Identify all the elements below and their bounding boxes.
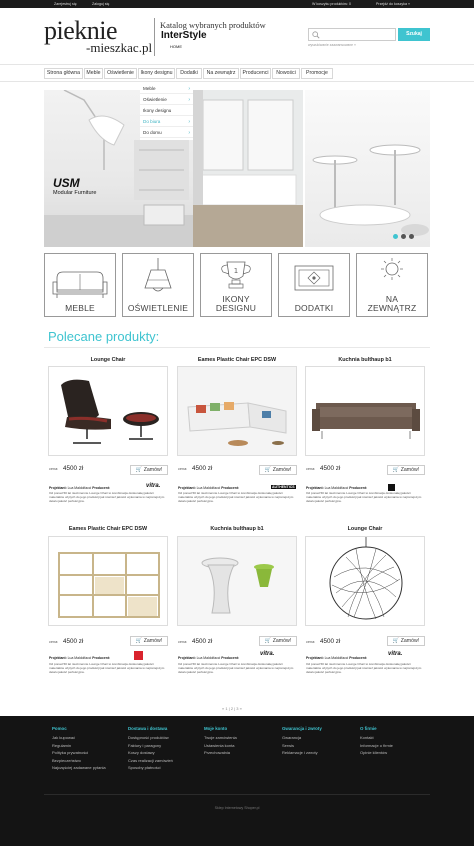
product-price: 4500 zł xyxy=(192,638,213,645)
cart-icon: 🛒 xyxy=(264,638,272,644)
brand-logo: vitra. xyxy=(260,651,275,657)
dropdown-label: Meble xyxy=(143,86,156,91)
nav-item-producers[interactable]: Producenci xyxy=(240,68,271,79)
product-price: 4500 zł xyxy=(320,638,341,645)
order-label: Zamów! xyxy=(400,638,420,644)
cart-icon: 🛒 xyxy=(135,638,143,644)
sofa-image xyxy=(178,367,297,456)
footer-divider xyxy=(44,794,430,795)
footer-link[interactable]: Najczęściej zadawane pytania xyxy=(52,765,106,771)
price-label: cena: xyxy=(49,640,59,644)
footer-link[interactable]: Dostępność produktów xyxy=(128,735,169,740)
stools-image xyxy=(178,537,297,626)
order-button[interactable] xyxy=(130,465,168,475)
designer-name: Lua Maldolfacci xyxy=(67,486,92,490)
dropdown-label: Ikony designu xyxy=(143,108,172,113)
product-image[interactable] xyxy=(48,366,168,456)
cart-icon: 🛒 xyxy=(392,638,400,644)
product-designer xyxy=(178,656,239,660)
footer-heading: Pomoc xyxy=(52,726,67,731)
top-bar xyxy=(0,0,474,8)
sun-icon xyxy=(357,256,427,282)
nav-item-lighting[interactable]: Oświetlenie xyxy=(104,68,137,79)
footer-heading: Dostawa i dostawa xyxy=(128,726,168,731)
brown-sofa-image xyxy=(306,367,425,456)
category-accessories[interactable] xyxy=(278,253,350,317)
footer-link[interactable]: Czas realizacji zamówień xyxy=(128,757,173,763)
product-designer xyxy=(178,486,239,490)
footer-link[interactable]: Opinie klientów xyxy=(360,750,388,756)
category-label-line2: ZEWNĄTRZ xyxy=(367,303,417,313)
product-image[interactable] xyxy=(177,366,297,456)
designer-name: Lua Maldolfacci xyxy=(324,486,349,490)
cart-icon: 🛒 xyxy=(392,467,400,473)
dropdown-label: Do biura xyxy=(143,119,161,124)
dropdown-item-lighting[interactable] xyxy=(140,95,193,105)
price-label: cena: xyxy=(306,640,316,644)
category-label-line1: NA xyxy=(385,294,399,304)
producer-label: Producent: xyxy=(92,656,111,660)
footer-link[interactable]: Polityka prywatności xyxy=(52,750,89,756)
pagination[interactable]: « 1 | 2 | 3 » xyxy=(222,706,242,711)
product-description: Od ponad 50 lat niezmiennie Lounge Chair to kombinacja doskonałej jakości materiałów użytych do jego produkcji jak również jakości wykonania w najmniejszym detalu jakość perfekcyjna. xyxy=(178,662,294,675)
category-furniture[interactable] xyxy=(44,253,116,317)
designer-label: Projektant: xyxy=(178,486,196,490)
tables-photo xyxy=(305,90,430,247)
designer-name: Lua Maldolfacci xyxy=(324,656,349,660)
footer-link[interactable]: Przechowalnia xyxy=(204,750,231,756)
footer-link[interactable]: Ustawienia konta xyxy=(204,742,235,748)
chevron-right-icon: › xyxy=(188,86,190,92)
nav-item-design-icons[interactable]: Ikony designu xyxy=(138,68,175,79)
footer-link[interactable]: Reklamacje i zwroty xyxy=(282,750,318,756)
category-design-icons[interactable] xyxy=(200,253,272,317)
register-link[interactable]: Zarejestruj się xyxy=(54,1,77,6)
order-label: Zamów! xyxy=(272,467,292,473)
footer-link[interactable]: Gwarancja xyxy=(282,735,302,740)
hero-brand: USM xyxy=(53,176,80,190)
brand-logo: vitra. xyxy=(388,651,403,657)
designer-label: Projektant: xyxy=(306,486,324,490)
product-designer xyxy=(306,656,367,660)
footer-link[interactable]: Regulamin xyxy=(52,742,72,748)
cart-count: W koszyku produktów: 0 xyxy=(312,1,351,6)
designer-label: Projektant: xyxy=(306,656,324,660)
category-lighting[interactable] xyxy=(122,253,194,317)
order-label: Zamów! xyxy=(143,467,163,473)
footer-link[interactable]: Jak kupować xyxy=(52,735,76,740)
product-designer xyxy=(306,486,367,490)
hero-image-tables[interactable] xyxy=(305,90,430,247)
product-description: Od ponad 50 lat niezmiennie Lounge Chair to kombinacja doskonałej jakości materiałów użytych do jego produkcji jak również jakości wykonania w najmniejszym detalu jakość perfekcyjna. xyxy=(49,491,165,504)
price-label: cena: xyxy=(178,640,188,644)
hero-image-interior[interactable] xyxy=(193,90,303,247)
order-button[interactable] xyxy=(259,465,297,475)
product-price: 4500 zł xyxy=(63,638,84,645)
category-label: MEBLE xyxy=(65,303,95,313)
product-name[interactable]: Kuchnia bulthaup b1 xyxy=(210,526,264,532)
price-label: cena: xyxy=(178,467,188,471)
product-description: Od ponad 50 lat niezmiennie Lounge Chair to kombinacja doskonałej jakości materiałów użytych do jego produkcji jak również jakości wykonania w najmniejszym detalu jakość perfekcyjna. xyxy=(178,491,294,504)
footer-link[interactable]: Faktury i paragony xyxy=(128,742,162,748)
category-label: OŚWIETLENIE xyxy=(127,303,189,313)
category-label-line2: DESIGNU xyxy=(215,303,257,313)
order-button[interactable] xyxy=(130,636,168,646)
footer-link[interactable]: Kontakt xyxy=(360,735,374,740)
nav-dropdown xyxy=(140,84,193,140)
designer-label: Projektant: xyxy=(178,656,196,660)
sofa-icon xyxy=(45,260,115,300)
lamp-icon xyxy=(123,258,193,298)
logo-subtitle: -mieszkac.pl xyxy=(86,40,153,55)
order-button[interactable] xyxy=(387,636,425,646)
footer-col-company xyxy=(360,726,430,757)
footer-heading: O firmie xyxy=(360,726,377,731)
footer-link[interactable]: Serwis xyxy=(282,742,295,748)
order-label: Zamów! xyxy=(143,638,163,644)
header-divider xyxy=(154,18,155,56)
brand-logo-black xyxy=(388,484,395,491)
brand-logo: AUTHENTICS xyxy=(272,485,295,489)
search-icon xyxy=(312,31,320,39)
chevron-right-icon: › xyxy=(188,97,190,103)
designer-name: Lua Maldolfacci xyxy=(196,656,221,660)
producer-label: Producent: xyxy=(349,486,368,490)
product-designer xyxy=(49,656,110,660)
partner-logo-sub: HOME xyxy=(170,44,182,49)
cart-icon: 🛒 xyxy=(264,467,272,473)
footer-col-help xyxy=(52,726,122,772)
chevron-right-icon: › xyxy=(188,119,190,125)
section-title: Polecane produkty: xyxy=(48,329,160,344)
footer-credit[interactable]: Sklep Internetowy Shoper.pl xyxy=(214,806,260,810)
order-label: Zamów! xyxy=(400,467,420,473)
footer-link[interactable]: Sposoby płatności xyxy=(128,765,161,771)
footer-link[interactable]: Twoje zamówienia xyxy=(204,735,237,740)
tagline: Katalog wybranych produktów xyxy=(160,20,266,30)
rug-icon xyxy=(279,258,349,298)
product-image[interactable] xyxy=(305,536,425,626)
section-divider xyxy=(44,347,430,348)
nav-item-promotions[interactable]: Promocje xyxy=(301,68,333,79)
producer-label: Producent: xyxy=(221,486,240,490)
dropdown-item-furniture[interactable] xyxy=(140,84,193,94)
login-link[interactable]: Zaloguj się xyxy=(92,1,110,6)
product-name[interactable]: Eames Plastic Chair EPC DSW xyxy=(68,526,148,532)
producer-label: Producent: xyxy=(349,656,368,660)
svg-text:1: 1 xyxy=(233,267,239,275)
nav-item-furniture[interactable]: Meble xyxy=(84,68,103,79)
interior-photo xyxy=(193,90,303,247)
footer-link[interactable]: Bezpieczeństwo xyxy=(52,757,81,763)
trophy-icon xyxy=(201,258,271,292)
brand-logo-red xyxy=(134,651,143,660)
search-input[interactable] xyxy=(308,28,396,41)
hero-dot-active[interactable] xyxy=(393,234,398,239)
dropdown-item-design-icons[interactable] xyxy=(140,106,193,116)
dropdown-item-office[interactable] xyxy=(140,117,193,127)
main-nav xyxy=(0,64,474,82)
footer-col-warranty xyxy=(282,726,352,757)
designer-name: Lua Maldolfacci xyxy=(196,486,221,490)
footer-col-account xyxy=(204,726,274,757)
hero-dot[interactable] xyxy=(401,234,406,239)
lounge-chair-image xyxy=(49,367,168,456)
cart-icon: 🛒 xyxy=(135,467,143,473)
nav-item-home[interactable]: Strona główna xyxy=(44,68,83,79)
footer xyxy=(0,716,474,846)
footer-link[interactable]: Informacje o firmie xyxy=(360,742,393,748)
footer-heading: Moje konto xyxy=(204,726,228,731)
order-button[interactable] xyxy=(259,636,297,646)
price-label: cena: xyxy=(49,467,59,471)
price-label: cena: xyxy=(306,467,316,471)
product-price: 4500 zł xyxy=(320,465,341,472)
order-button[interactable] xyxy=(387,465,425,475)
nav-item-accessories[interactable]: Dodatki xyxy=(176,68,202,79)
product-image[interactable] xyxy=(305,366,425,456)
cart-link[interactable]: Przejdź do koszyka » xyxy=(376,1,410,6)
category-label-line1: IKONY xyxy=(222,294,250,304)
footer-link[interactable]: Koszy dostawy xyxy=(128,750,155,756)
footer-heading: Gwarancja i zwroty xyxy=(282,726,322,731)
designer-name: Lua Maldolfacci xyxy=(67,656,92,660)
partner-logo: InterStyle xyxy=(161,30,207,41)
producer-label: Producent: xyxy=(221,656,240,660)
product-name[interactable]: Kuchnia bulthaup b1 xyxy=(338,357,392,363)
nav-item-outdoor[interactable]: Na zewnątrz xyxy=(203,68,239,79)
producer-label: Producent: xyxy=(92,486,111,490)
logo[interactable]: pieknie xyxy=(44,16,118,45)
hero-dot[interactable] xyxy=(409,234,414,239)
product-description: Od ponad 50 lat niezmiennie Lounge Chair to kombinacja doskonałej jakości materiałów użytych do jego produkcji jak również jakości wykonania w najmniejszym detalu jakość perfekcyjna. xyxy=(49,662,165,675)
product-description: Od ponad 50 lat niezmiennie Lounge Chair to kombinacja doskonałej jakości materiałów użytych do jego produkcji jak również jakości wykonania w najmniejszym detalu jakość perfekcyjna. xyxy=(306,491,422,504)
search-button[interactable]: Szukaj xyxy=(398,28,430,41)
advanced-search-link[interactable]: wyszukiwanie zaawansowane » xyxy=(308,43,356,47)
product-name[interactable]: Lounge Chair xyxy=(347,526,383,532)
product-designer xyxy=(49,486,110,490)
footer-col-delivery xyxy=(128,726,198,772)
product-name[interactable]: Eames Plastic Chair EPC DSW xyxy=(197,357,277,363)
shelf-image xyxy=(49,537,168,626)
brand-logo: vitra. xyxy=(146,483,161,489)
category-outdoor[interactable] xyxy=(356,253,428,317)
product-price: 4500 zł xyxy=(192,465,213,472)
order-label: Zamów! xyxy=(272,638,292,644)
product-name[interactable]: Lounge Chair xyxy=(90,357,126,363)
designer-label: Projektant: xyxy=(49,486,67,490)
hero-brand-sub: Modular Furniture xyxy=(53,190,97,196)
dropdown-label: Do domu xyxy=(143,130,162,135)
dropdown-item-home[interactable] xyxy=(140,128,193,138)
nav-item-new[interactable]: Nowości xyxy=(272,68,300,79)
category-label: DODATKI xyxy=(294,303,334,313)
product-image[interactable] xyxy=(177,536,297,626)
product-description: Od ponad 50 lat niezmiennie Lounge Chair to kombinacja doskonałej jakości materiałów użytych do jego produkcji jak również jakości wykonania w najmniejszym detalu jakość perfekcyjna. xyxy=(306,662,422,675)
dropdown-label: Oświetlenie xyxy=(143,97,167,102)
product-image[interactable] xyxy=(48,536,168,626)
pendant-lamp-image xyxy=(306,537,425,626)
designer-label: Projektant: xyxy=(49,656,67,660)
chevron-right-icon: › xyxy=(188,130,190,136)
product-price: 4500 zł xyxy=(63,465,84,472)
